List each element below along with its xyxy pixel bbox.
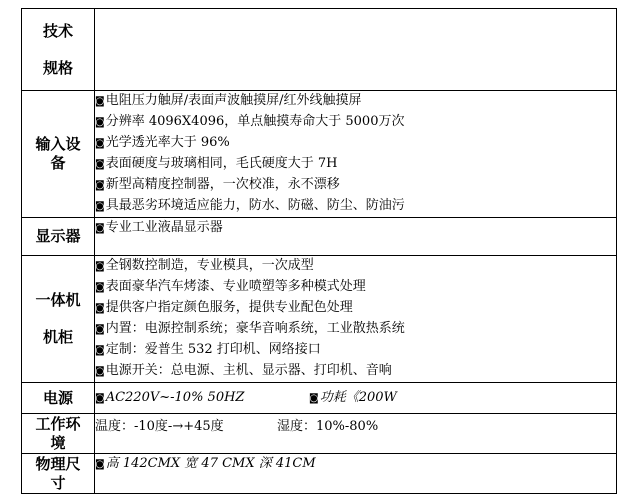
label-text: 输入设 — [35, 135, 81, 153]
content-cell — [95, 91, 617, 218]
bullet-icon: ◙ — [95, 282, 105, 293]
list-item: ◙内置：电源控制系统；豪华音响系统，工业散热系统 — [95, 321, 405, 336]
list-item: ◙全钢数控制造，专业模具，一次成型 — [95, 258, 314, 273]
bullet-icon: ◙ — [95, 303, 105, 314]
label-text: 技术 — [42, 21, 73, 40]
label-cell — [22, 383, 95, 414]
label-cell — [22, 218, 95, 256]
power-supply: ◙AC220V~-10% 50HZ — [95, 389, 245, 405]
label-text: 规格 — [42, 58, 73, 77]
list-item: ◙具最恶劣环境适应能力，防水、防磁、防尘、防油污 — [95, 198, 405, 213]
power-values — [95, 388, 616, 409]
label-cell — [22, 414, 95, 454]
label-cell — [22, 91, 95, 218]
bullet-icon: ◙ — [95, 117, 105, 128]
row-environment — [22, 414, 617, 454]
label-text: 备 — [50, 154, 66, 172]
bullet-icon: ◙ — [95, 261, 105, 272]
bullet-icon: ◙ — [95, 459, 105, 470]
row-cabinet — [22, 256, 617, 383]
bullet-icon: ◙ — [95, 180, 105, 191]
label-text: 一体机 — [35, 291, 81, 309]
bullet-icon: ◙ — [309, 392, 319, 404]
label-text: 机柜 — [42, 328, 73, 346]
list-item: ◙提供客户指定颜色服务，提供专业配色处理 — [95, 300, 353, 315]
label-text: 电源 — [42, 388, 73, 407]
label-cell — [22, 9, 95, 91]
list-item: ◙电阻压力触屏/表面声波触摸屏/红外线触摸屏 — [95, 93, 362, 108]
content-cell — [95, 256, 617, 383]
label-text: 显示器 — [35, 227, 81, 245]
list-item: ◙高 142CMX 宽 47 CMX 深 41CM — [95, 456, 316, 471]
row-display — [22, 218, 617, 256]
environment-values — [95, 417, 616, 437]
content-cell — [95, 218, 617, 256]
list-item: ◙表面硬度与玻璃相同，毛氏硬度大于 7H — [95, 156, 338, 171]
content-cell — [95, 454, 617, 494]
content-cell — [95, 414, 617, 454]
row-dimensions — [22, 454, 617, 494]
humidity-range: 湿度：10%-80% — [277, 419, 379, 434]
label-text: 工作环 — [35, 414, 81, 433]
row-tech-spec — [22, 9, 617, 91]
bullet-icon: ◙ — [95, 392, 105, 404]
row-power — [22, 383, 617, 414]
bullet-icon: ◙ — [95, 324, 105, 335]
list-item: ◙专业工业液晶显示器 — [95, 220, 223, 235]
bullet-icon: ◙ — [95, 96, 105, 107]
bullet-icon: ◙ — [95, 366, 105, 377]
bullet-icon: ◙ — [95, 159, 105, 170]
power-consumption: ◙功耗《200W — [309, 389, 397, 405]
content-cell — [95, 383, 617, 414]
bullet-icon: ◙ — [95, 223, 105, 234]
list-item: ◙新型高精度控制器，一次校准，永不漂移 — [95, 177, 340, 192]
label-text: 寸 — [50, 473, 66, 492]
temperature-range: 温度：-10度-→+45度 — [95, 419, 224, 434]
label-text: 境 — [50, 433, 66, 452]
row-input-device — [22, 91, 617, 218]
list-item: ◙电源开关：总电源、主机、显示器、打印机、音响 — [95, 363, 392, 378]
content-cell — [95, 9, 617, 91]
list-item: ◙定制：爱普生 532 打印机、网络接口 — [95, 342, 321, 357]
list-item: ◙分辨率 4096X4096，单点触摸寿命大于 5000万次 — [95, 114, 405, 129]
bullet-icon: ◙ — [95, 345, 105, 356]
bullet-icon: ◙ — [95, 138, 105, 149]
list-item: ◙光学透光率大于 96% — [95, 135, 230, 150]
label-text: 物理尺 — [35, 454, 81, 473]
bullet-icon: ◙ — [95, 201, 105, 212]
label-cell — [22, 454, 95, 494]
label-cell — [22, 256, 95, 383]
list-item: ◙表面豪华汽车烤漆、专业喷塑等多种模式处理 — [95, 279, 366, 294]
spec-table — [21, 8, 617, 494]
